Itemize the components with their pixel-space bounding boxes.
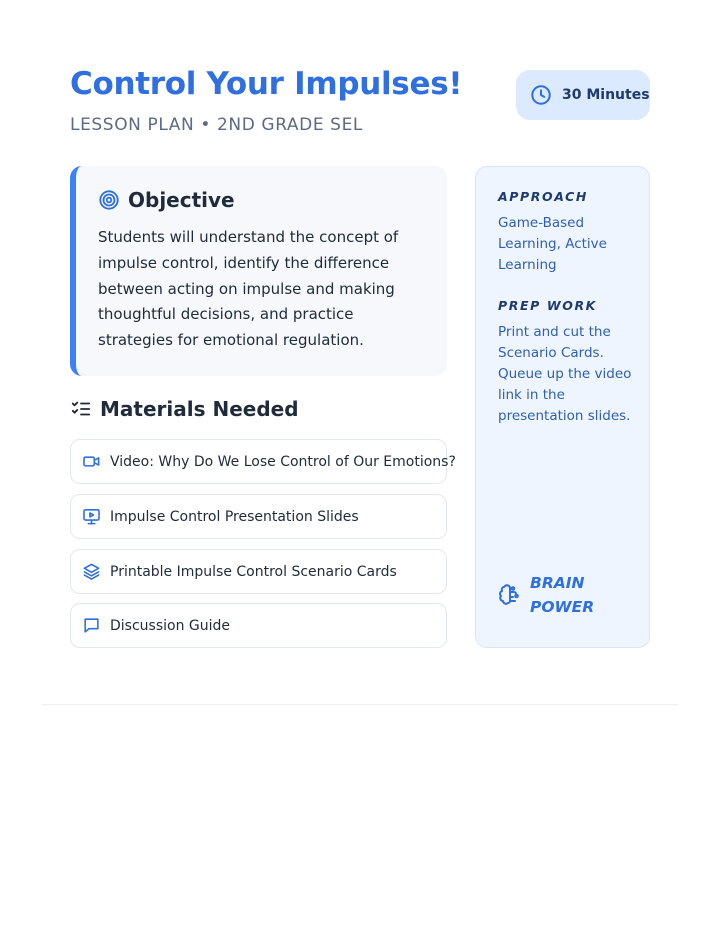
page-subtitle: LESSON PLAN • 2ND GRADE SEL xyxy=(70,115,363,135)
prep-work-text: Print and cut the Scenario Cards. Queue up the video link in the presentation slides. xyxy=(498,324,632,424)
layers-icon xyxy=(82,562,101,581)
material-label: Discussion Guide xyxy=(110,617,231,634)
material-item-discussion-guide[interactable] xyxy=(70,603,447,648)
brain-icon xyxy=(498,583,522,607)
material-item-scenario-cards[interactable] xyxy=(70,549,447,594)
objective-header xyxy=(98,188,235,212)
material-label: Video: Why Do We Lose Control of Our Emotions? xyxy=(110,453,456,470)
material-item-video[interactable] xyxy=(70,439,456,484)
approach-heading: APPROACH xyxy=(498,189,588,204)
brain-power-badge xyxy=(498,571,610,619)
presentation-icon xyxy=(82,507,101,526)
checklist-icon xyxy=(70,398,92,420)
objective-card xyxy=(70,166,447,376)
materials-header xyxy=(70,397,299,421)
duration-label: 30 Minutes xyxy=(562,87,650,103)
approach-text: Game-Based Learning, Active Learning xyxy=(498,215,607,273)
lesson-info-sidebar xyxy=(475,166,650,648)
chat-icon xyxy=(82,616,101,635)
material-item-slides[interactable] xyxy=(70,494,447,539)
target-icon xyxy=(98,189,120,211)
duration-badge xyxy=(516,70,650,120)
objective-heading: Objective xyxy=(128,188,235,212)
page-title: Control Your Impulses! xyxy=(70,66,463,102)
material-label: Impulse Control Presentation Slides xyxy=(110,508,359,525)
prep-work-heading: PREP WORK xyxy=(498,298,597,313)
objective-text: Students will understand the concept of impulse control, identify the difference between acting on impulse and making thoughtful decisions, and practice strategies for emotional regulation. xyxy=(98,228,399,350)
video-icon xyxy=(82,452,101,471)
brain-power-label: BRAIN POWER xyxy=(530,574,595,616)
materials-heading: Materials Needed xyxy=(100,397,299,421)
footer-divider xyxy=(42,704,678,705)
clock-icon xyxy=(530,84,552,106)
material-label: Printable Impulse Control Scenario Cards xyxy=(110,563,397,580)
